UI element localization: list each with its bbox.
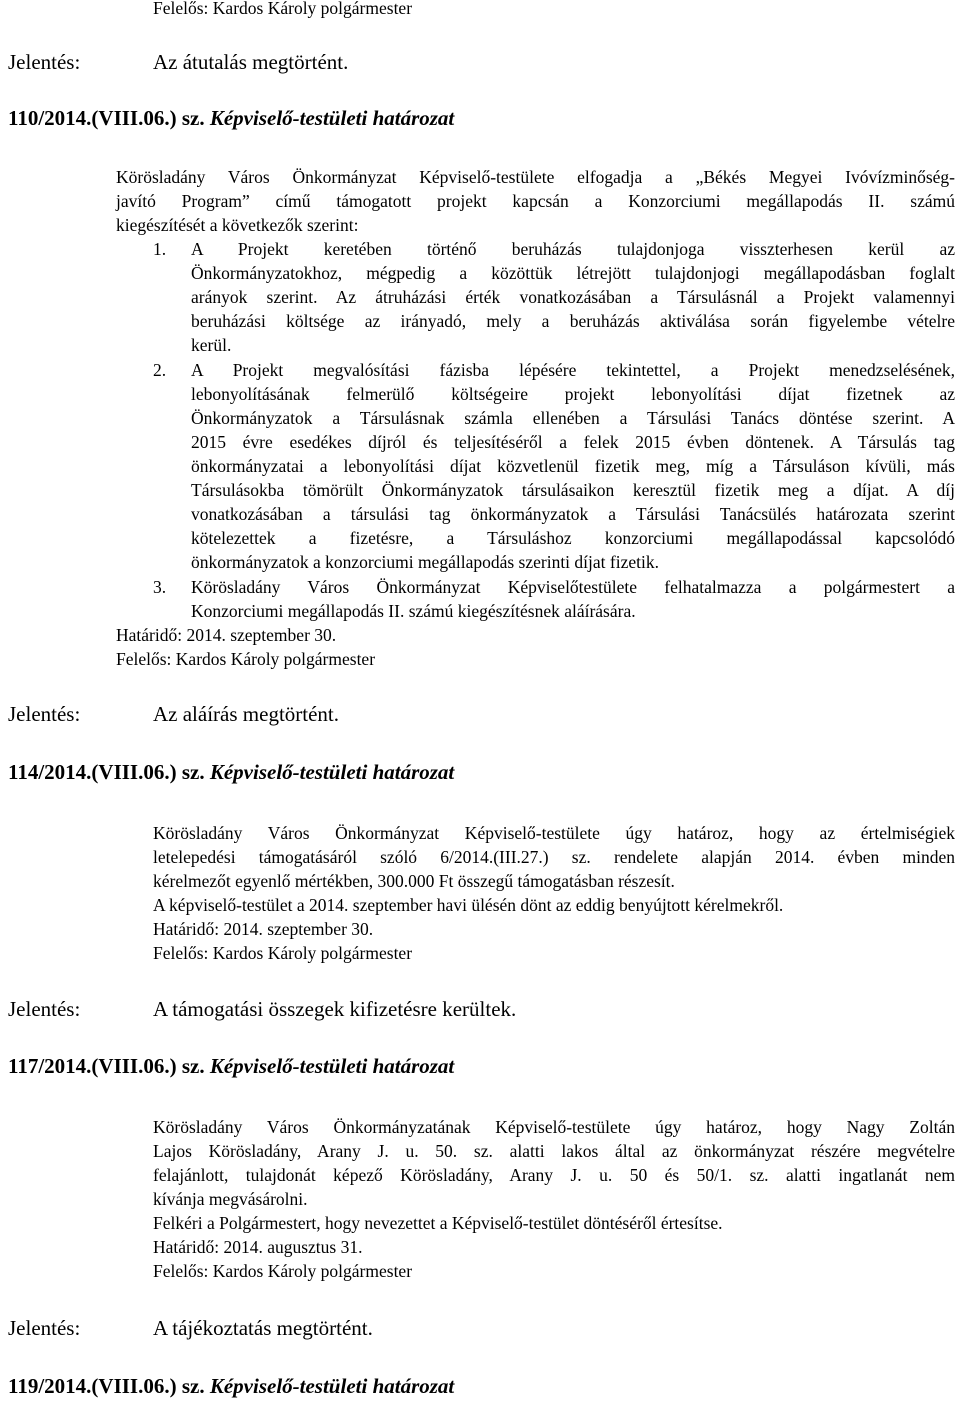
item-line: Társulásokba tömörült Önkormányzatok társulásaikon keresztül fizetik meg a díjat. A díj: [191, 480, 955, 500]
item-line: lebonyolításának felmerülő költségeire projekt lebonyolítási díjat fizetnek az: [191, 384, 955, 404]
item-line: Önkormányzatokhoz, mégpedig a közöttük létrejött tulajdonjogi megállapodásban foglalt: [191, 263, 955, 283]
body-line: Körösladány Város Önkormányzat Képviselő-testülete úgy határoz, hogy az értelmiségiek: [153, 823, 955, 843]
resolution-117-report-text: A tájékoztatás megtörtént.: [153, 1316, 373, 1340]
resolution-117-body: [153, 1115, 955, 1283]
body-line: kérelmezőt egyenlő mértékben, 300.000 Ft összegű támogatásban részesít.: [153, 871, 675, 891]
resolution-110-deadline: Határidő: 2014. szeptember 30.: [116, 625, 337, 645]
item-number: 2.: [153, 360, 167, 380]
item-line: Önkormányzatok a Társulásnak számla ellenében a Társulási Tanács döntése szerint. A: [191, 408, 955, 428]
body-line: Lajos Körösladány, Arany J. u. 50. sz. alatti lakos által az önkormányzat részére megvételre: [153, 1141, 955, 1161]
resolution-110-report-label: Jelentés:: [8, 702, 81, 726]
intro-line: javító Program” című támogatott projekt kapcsán a Konzorciumi megállapodás II. számú: [116, 191, 955, 211]
resolution-117-report-label: Jelentés:: [8, 1316, 81, 1340]
resolution-114-report-text: A támogatási összegek kifizetésre kerültek.: [153, 997, 517, 1021]
resolution-117-heading: [8, 1054, 454, 1079]
item-line: Konzorciumi megállapodás II. számú kiegészítésnek aláírására.: [191, 601, 636, 621]
resolution-114-heading: [8, 760, 454, 785]
top-responsible: Felelős: Kardos Károly polgármester: [153, 0, 413, 18]
resolution-117-number: 117/2014.(VIII.06.) sz.: [8, 1054, 205, 1078]
resolution-114-title: Képviselő-testületi határozat: [209, 760, 455, 784]
top-report-label: Jelentés:: [8, 50, 81, 74]
intro-line: kiegészítését a következők szerint:: [116, 215, 359, 235]
deadline-line: Határidő: 2014. szeptember 30.: [153, 919, 374, 939]
resolution-110-intro: [116, 165, 955, 237]
resolution-110-title: Képviselő-testületi határozat: [209, 106, 455, 130]
body-line: felajánlott, tulajdonát képező Körösladány, Arany J. u. 50 és 50/1. sz. alatti ingatlanát nem: [153, 1165, 955, 1185]
item-line: beruházási költsége az irányadó, mely a beruházás aktiválása során figyelembe vételre: [191, 311, 955, 331]
item-line: kerül.: [191, 335, 232, 355]
resolution-110-number: 110/2014.(VIII.06.) sz.: [8, 106, 205, 130]
item-number: 1.: [153, 239, 167, 259]
resolution-110-responsible: Felelős: Kardos Károly polgármester: [116, 649, 376, 669]
resolution-114-number: 114/2014.(VIII.06.) sz.: [8, 760, 205, 784]
body-line: Felkéri a Polgármestert, hogy nevezettet a Képviselő-testület döntéséről értesítse.: [153, 1213, 723, 1233]
responsible-line: Felelős: Kardos Károly polgármester: [153, 1261, 413, 1281]
body-line: A képviselő-testület a 2014. szeptember havi ülésén dönt az eddig benyújtott kérelmekről.: [153, 895, 784, 915]
item-line: önkormányzatok a konzorciumi megállapodás szerinti díjat fizetik.: [191, 552, 659, 572]
item-line: Körösladány Város Önkormányzat Képviselőtestülete felhatalmazza a polgármestert a: [191, 577, 955, 597]
top-report-text: Az átutalás megtörtént.: [153, 50, 349, 74]
item-line: A Projekt megvalósítási fázisba lépésére tekintettel, a Projekt menedzselésének,: [191, 360, 955, 380]
resolution-110-heading: [8, 106, 454, 131]
resolution-117-title: Képviselő-testületi határozat: [209, 1054, 455, 1078]
body-line: letelepedési támogatásáról szóló 6/2014.(III.27.) sz. rendelete alapján 2014. évben minden: [153, 847, 955, 867]
body-line: Körösladány Város Önkormányzatának Képviselő-testülete úgy határoz, hogy Nagy Zoltán: [153, 1117, 955, 1137]
responsible-line: Felelős: Kardos Károly polgármester: [153, 943, 413, 963]
item-line: kötelezettek a fizetésre, a Társuláshoz konzorciumi megállapodással kapcsolódó: [191, 528, 955, 548]
resolution-119-heading: [8, 1374, 454, 1399]
item-line: A Projekt keretében történő beruházás tulajdonjoga visszterhesen kerül az: [191, 239, 955, 259]
resolution-119-title: Képviselő-testületi határozat: [209, 1374, 455, 1398]
item-line: 2015 évre esedékes díjról és teljesítéséről a felek 2015 évben döntenek. A Társulás tag: [191, 432, 955, 452]
deadline-line: Határidő: 2014. augusztus 31.: [153, 1237, 363, 1257]
intro-line: Körösladány Város Önkormányzat Képviselő-testülete elfogadja a „Békés Megyei Ivóvízminőség-: [116, 167, 955, 187]
body-line: kívánja megvásárolni.: [153, 1189, 308, 1209]
resolution-114-report-label: Jelentés:: [8, 997, 81, 1021]
item-line: önkormányzatai a lebonyolítási díjat közvetlenül fizetik meg, míg a Társuláson kívüli, más: [191, 456, 955, 476]
resolution-114-body: [153, 821, 955, 965]
item-line: arányok szerint. Az átruházási érték vonatkozásában a Társulásnál a Projekt valamennyi: [191, 287, 955, 307]
resolution-110-report-text: Az aláírás megtörtént.: [153, 702, 340, 726]
resolution-119-number: 119/2014.(VIII.06.) sz.: [8, 1374, 205, 1398]
item-number: 3.: [153, 577, 167, 597]
item-line: vonatkozásában a társulási tag önkormányzatok a Társulási Tanácsülés határozata szerint: [191, 504, 955, 524]
